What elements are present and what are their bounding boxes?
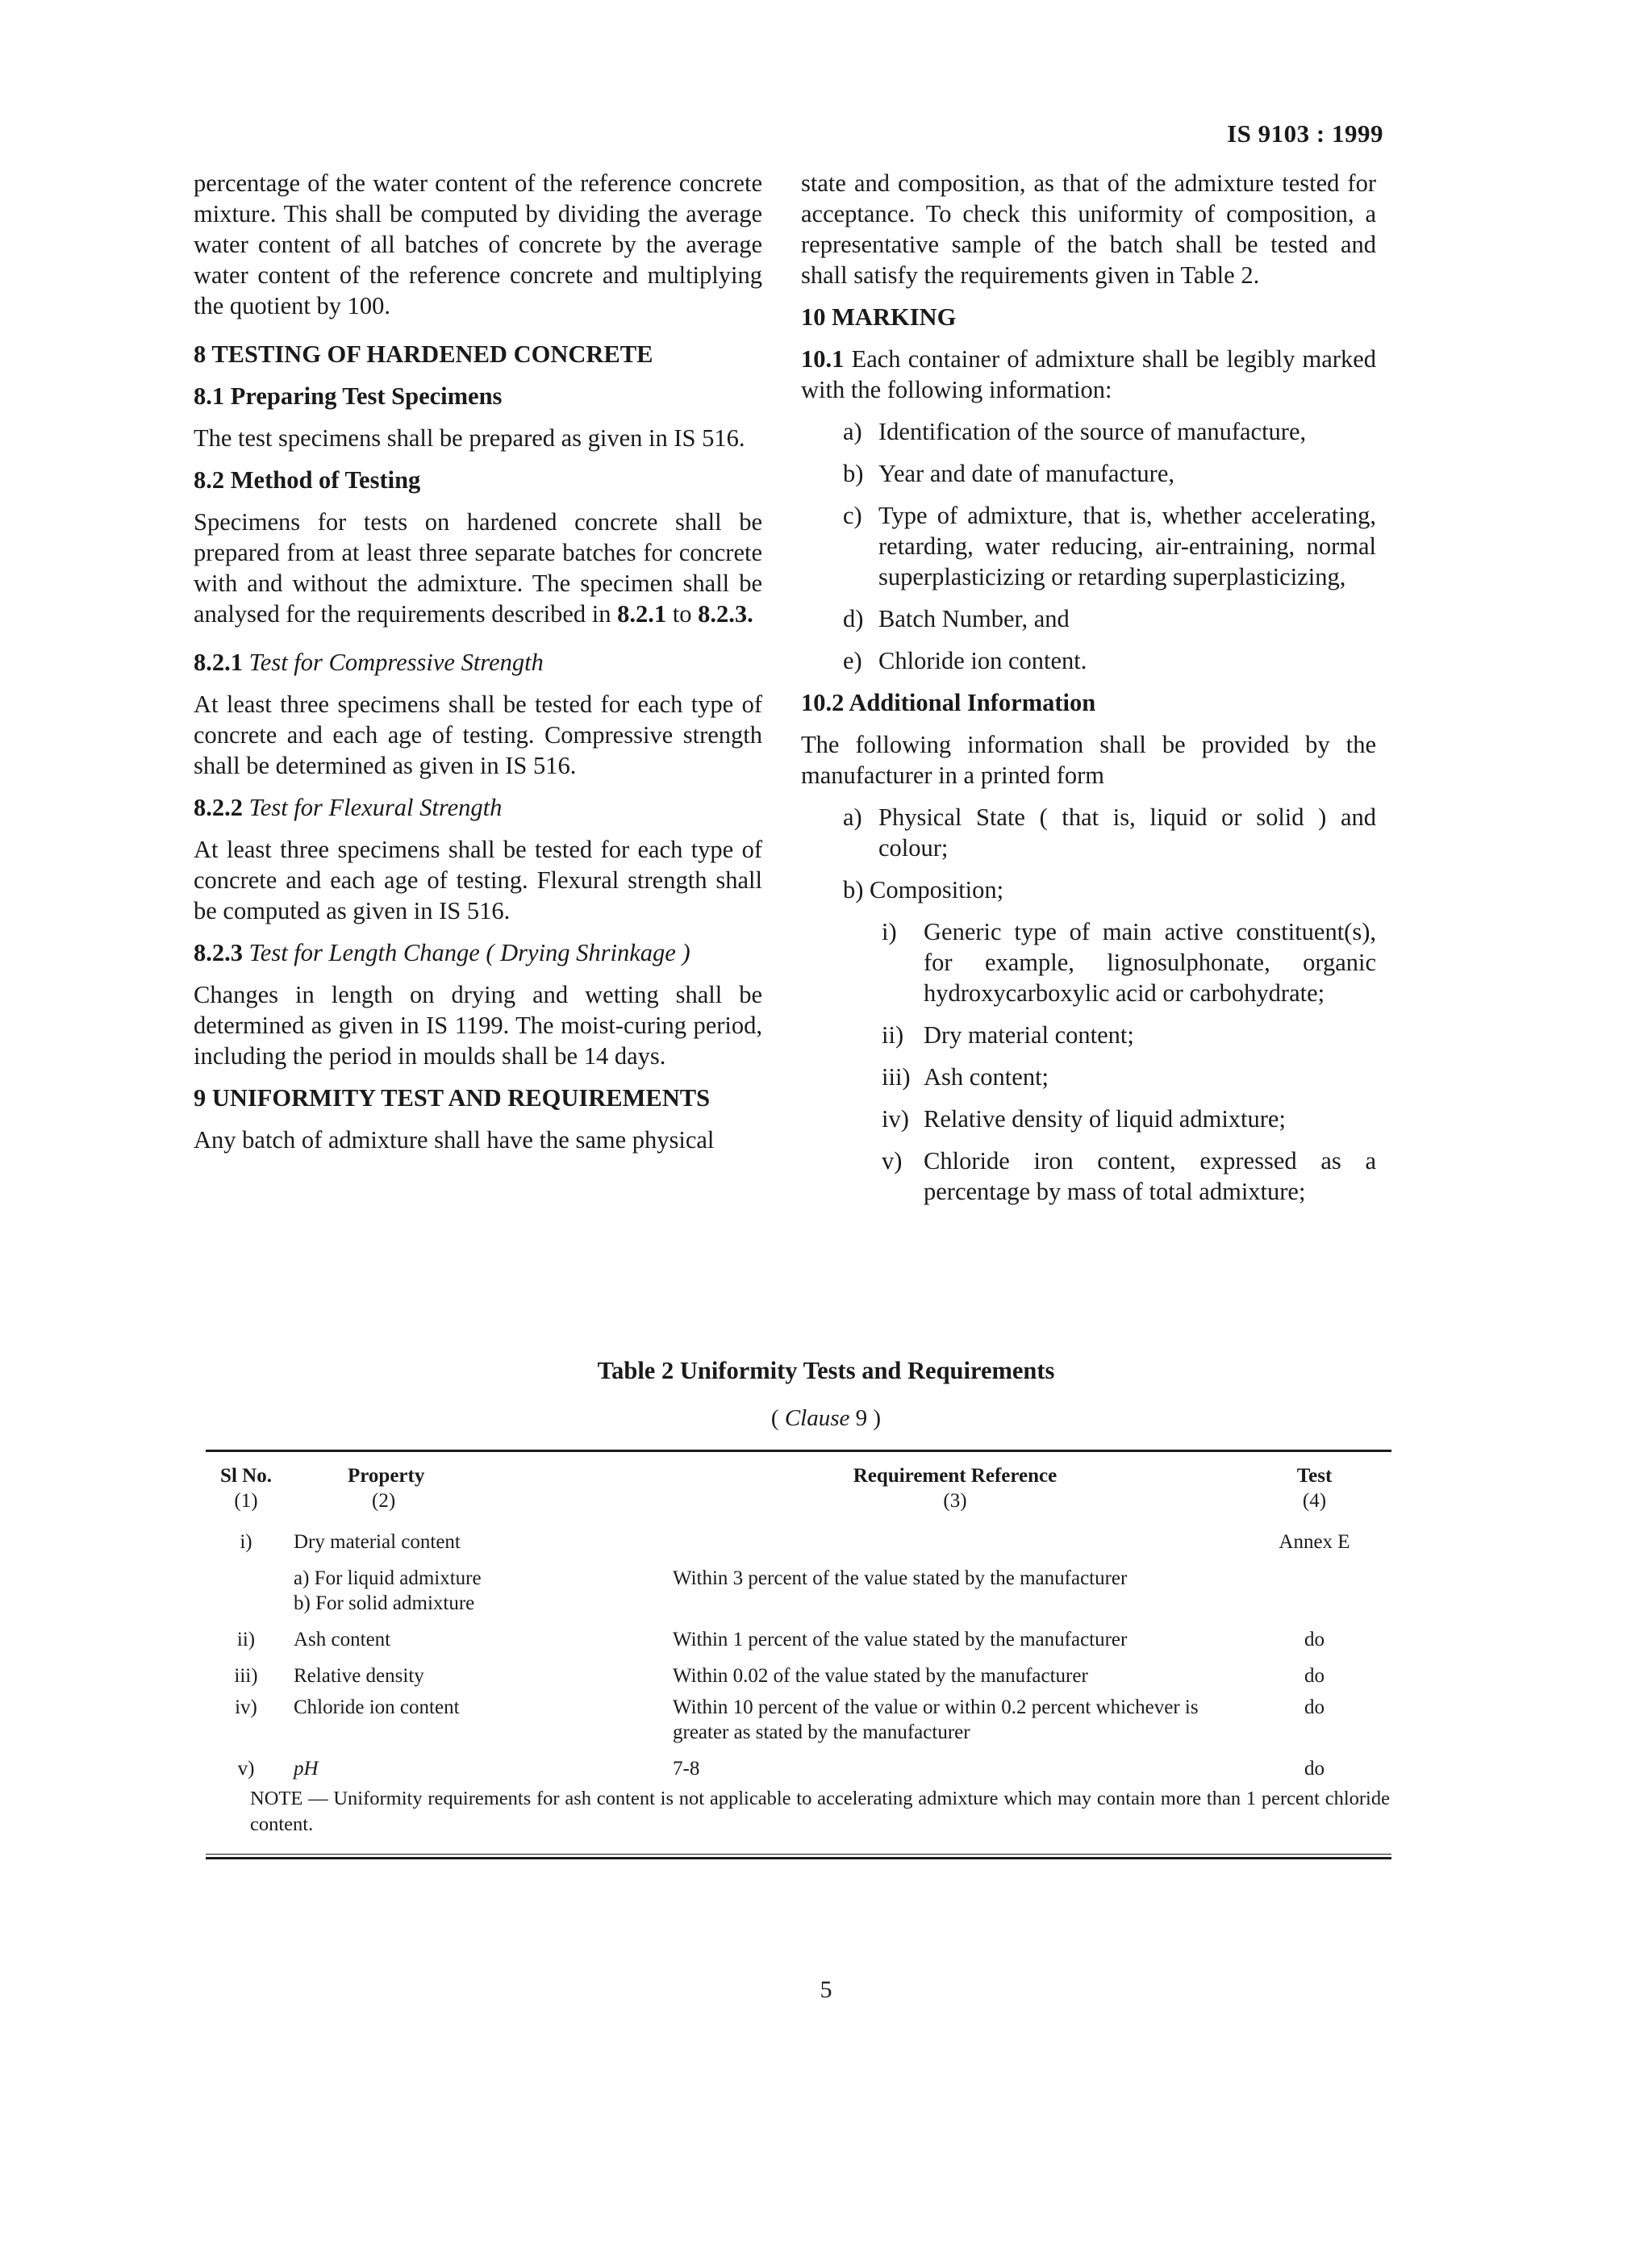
heading-8-2-1-number: 8.2.1 [194, 649, 243, 676]
list-item-label: a) [843, 418, 862, 445]
list-item-label: i) [882, 918, 897, 945]
header-num-2: (2) [372, 1490, 396, 1512]
list-item-text: Ash content; [924, 1063, 1049, 1091]
heading-8-2-2-title: Test for Flexural Strength [248, 794, 503, 821]
cell-sl: i) [240, 1531, 252, 1553]
list-item-text: Physical State ( that is, liquid or solid ) and colour; [878, 803, 1376, 862]
list-item [801, 416, 1376, 447]
page-number: 5 [820, 1976, 832, 2003]
cell-sl: v) [237, 1758, 255, 1780]
list-item-label: c) [843, 502, 862, 529]
right-column [801, 168, 1376, 1207]
heading-8-2: 8.2 Method of Testing [194, 466, 421, 494]
list-item-label: iii) [882, 1063, 911, 1091]
header-num-1: (1) [234, 1490, 258, 1512]
table-row [206, 1688, 1391, 1745]
paragraph-9-continued: state and composition, as that of the admixture tested for acceptance. To check this uniformity of composition, a representative sample of the batch shall be tested and shall satisfy the requirements given in Table 2. [801, 169, 1376, 289]
cell-test: do [1304, 1629, 1325, 1650]
cell-sl: iv) [235, 1696, 257, 1718]
cell-sl: iii) [234, 1665, 258, 1687]
paragraph-8-1: The test specimens shall be prepared as given in IS 516. [194, 424, 745, 452]
heading-8-2-1-title: Test for Compressive Strength [248, 649, 544, 676]
paragraph-8-2-text: Specimens for tests on hardened concrete shall be prepared from at least three separate batches for concrete with and without the admixture. The specimen shall be analysed for the requirements described in [194, 508, 762, 628]
list-item-label: ii) [882, 1021, 904, 1049]
heading-8-2-3-title: Test for Length Change ( Drying Shrinkage ) [248, 939, 690, 966]
list-item-text: Identification of the source of manufacture, [878, 418, 1307, 445]
standard-number: IS 9103 : 1999 [1227, 119, 1383, 148]
table-bottom-rules [206, 1854, 1391, 1859]
list-item-label: b) [843, 460, 864, 487]
cell-requirement: 7-8 [673, 1758, 700, 1780]
heading-section-10: 10 MARKING [801, 303, 957, 331]
list-item-text: Chloride ion content. [878, 647, 1087, 674]
heading-8-2-2-number: 8.2.2 [194, 794, 243, 821]
list-item-label: a) [843, 803, 862, 831]
clause-open: ( [770, 1405, 785, 1431]
table-row [206, 1554, 1391, 1616]
cell-requirement: Within 3 percent of the value stated by the manufacturer [673, 1567, 1128, 1589]
heading-10-2: 10.2 Additional Information [801, 689, 1096, 716]
list-item [801, 1020, 1376, 1050]
cell-property: pH [294, 1758, 319, 1780]
uniformity-table-grid [206, 1452, 1391, 1781]
list-item-text: Generic type of main active constituent(s), for example, lignosulphonate, organic hydroxycarboxylic acid or carbohydrate; [924, 918, 1376, 1007]
list-item [801, 1104, 1376, 1134]
table-header-number-row [206, 1488, 1391, 1518]
paragraph-10-1 [801, 344, 1376, 405]
paragraph-8-2-1: At least three specimens shall be tested for each type of concrete and each age of testing. Compressive strength shall be determined as given in IS 516. [194, 691, 762, 779]
list-item-label: v) [882, 1147, 903, 1175]
header-sl-no: Sl No. [220, 1465, 272, 1487]
list-item [801, 500, 1376, 592]
info-item-composition: b) Composition; [843, 876, 1004, 903]
header-requirement: Requirement Reference [853, 1465, 1058, 1487]
cell-property: Dry material content [294, 1531, 461, 1553]
heading-section-8: 8 TESTING OF HARDENED CONCRETE [194, 340, 653, 368]
table-title: Table 2 Uniformity Tests and Requirements [597, 1357, 1055, 1384]
header-num-3: (3) [943, 1490, 967, 1512]
list-item-label: iv) [882, 1105, 909, 1133]
list-item-label: e) [843, 647, 862, 674]
heading-8-2-3-number: 8.2.3 [194, 939, 243, 966]
list-item [801, 1145, 1376, 1207]
list-item [801, 645, 1376, 676]
cell-property-a: a) For liquid admixture [294, 1567, 482, 1589]
cell-requirement: Within 10 percent of the value or within 0.2 percent whichever is greater as stated by the manufacturer [673, 1696, 1199, 1743]
cell-test: do [1304, 1696, 1325, 1718]
cell-property-b: b) For solid admixture [294, 1592, 475, 1614]
list-item-text: Batch Number, and [878, 605, 1070, 632]
heading-8-2-2 [194, 792, 762, 823]
cell-test: Annex E [1279, 1531, 1350, 1553]
table-row [206, 1745, 1391, 1781]
paragraph-10-1-text: Each container of admixture shall be legibly marked with the following information: [801, 345, 1376, 403]
table-row [206, 1616, 1391, 1652]
paragraph-10-2: The following information shall be provided by the manufacturer in a printed form [801, 731, 1376, 789]
heading-8-2-3 [194, 937, 762, 968]
ref-8-2-3: 8.2.3. [698, 600, 753, 628]
uniformity-table [206, 1450, 1391, 1859]
clause-number: 9 ) [849, 1405, 882, 1431]
paragraph-10-1-number: 10.1 [801, 345, 845, 373]
list-item-label: d) [843, 605, 864, 632]
left-column [194, 168, 762, 1155]
table-header-row [206, 1452, 1391, 1488]
list-item [801, 916, 1376, 1008]
paragraph-8-2-2: At least three specimens shall be tested for each type of concrete and each age of testing. Flexural strength shall be computed as given in IS 516. [194, 836, 762, 924]
list-item-text: Chloride iron content, expressed as a percentage by mass of total admixture; [924, 1147, 1376, 1205]
header-property: Property [348, 1465, 425, 1487]
cell-requirement: Within 1 percent of the value stated by the manufacturer [673, 1629, 1128, 1650]
table-clause [0, 1405, 1652, 1432]
table-bottom-rule-thick [206, 1857, 1391, 1859]
cell-property [286, 1554, 673, 1616]
heading-8-2-1 [194, 647, 762, 678]
paragraph-9: Any batch of admixture shall have the same physical [194, 1126, 715, 1154]
paragraph-water-content: percentage of the water content of the reference concrete mixture. This shall be computed by dividing the average water content of all batches of concrete by the average water content of the reference concrete and multiplying the quotient by 100. [194, 169, 762, 319]
list-item-text: Relative density of liquid admixture; [924, 1105, 1286, 1133]
clause-word: Clause [784, 1405, 850, 1431]
header-test: Test [1296, 1465, 1333, 1487]
heading-section-9: 9 UNIFORMITY TEST AND REQUIREMENTS [194, 1084, 711, 1112]
cell-test: do [1304, 1758, 1325, 1780]
cell-property: Relative density [294, 1665, 424, 1687]
list-item [801, 603, 1376, 634]
cell-property: Chloride ion content [294, 1696, 460, 1718]
table-row [206, 1518, 1391, 1554]
list-item-text: Year and date of manufacture, [878, 460, 1174, 487]
paragraph-8-2 [194, 507, 762, 629]
header-num-4: (4) [1302, 1490, 1327, 1512]
info-item-physical-state [801, 802, 1376, 863]
list-item [801, 458, 1376, 489]
ref-8-2-1: 8.2.1 [617, 600, 667, 628]
table-row [206, 1652, 1391, 1688]
paragraph-8-2-3: Changes in length on drying and wetting shall be determined as given in IS 1199. The moist-curing period, including the period in moulds shall be 14 days. [194, 981, 762, 1070]
cell-property: Ash content [294, 1629, 391, 1650]
table-note: NOTE — Uniformity requirements for ash content is not applicable to accelerating admixture which may contain more than 1 percent chloride content. [250, 1788, 1390, 1835]
cell-sl: ii) [236, 1629, 256, 1650]
list-item-text: Dry material content; [924, 1021, 1134, 1049]
cell-requirement: Within 0.02 of the value stated by the manufacturer [673, 1665, 1088, 1687]
ref-to: to [666, 600, 699, 628]
cell-test: do [1304, 1665, 1325, 1687]
list-item [801, 1062, 1376, 1092]
heading-8-1: 8.1 Preparing Test Specimens [194, 382, 503, 410]
list-item-text: Type of admixture, that is, whether accelerating, retarding, water reducing, air-entraining, normal superplasticizing or retarding superplasticizing, [878, 502, 1376, 590]
